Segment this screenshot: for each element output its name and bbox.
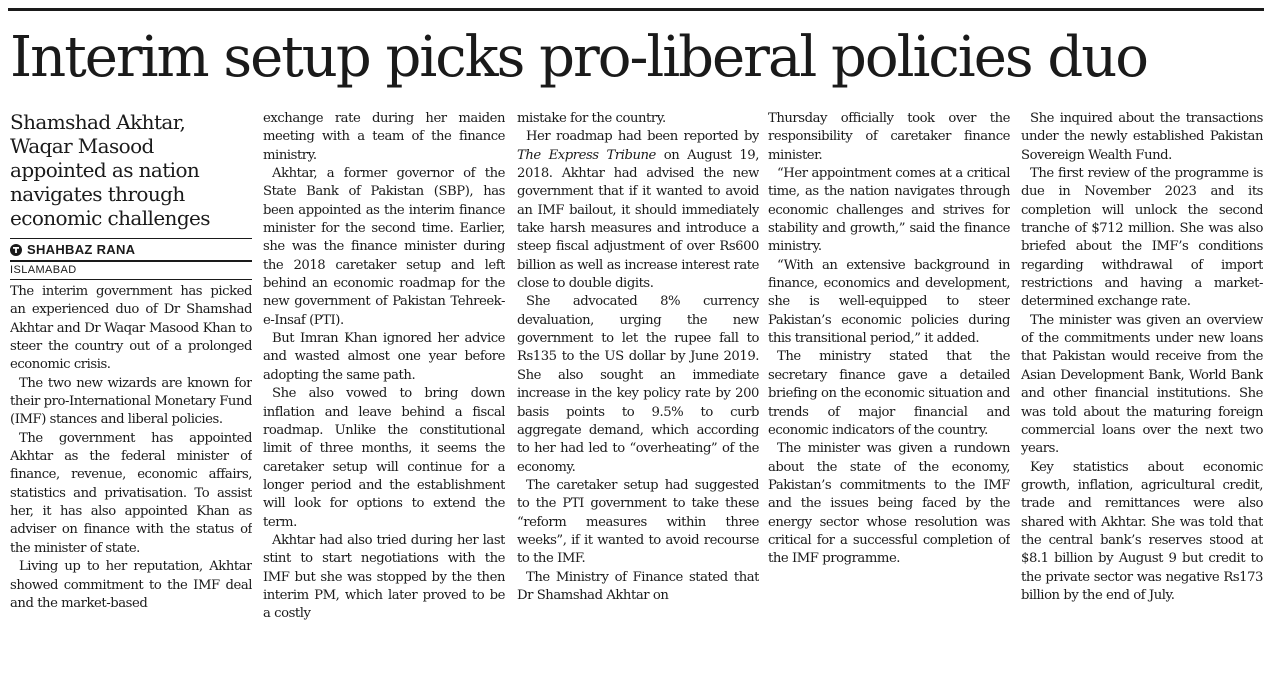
paragraph: She also vowed to bring down inflation and leave behind a fiscal roadmap. Unlike the constitutional limit of three months, it seems the caretaker setup will continue for a longer period and the establishment will look for options to extend the term. [263, 386, 505, 530]
paragraph: Akhtar had also tried during her last stint to start negotiations with the IMF but she was stopped by the then interim PM, which later proved to be a costly [263, 532, 505, 622]
paragraph: Akhtar, a former governor of the State Bank of Pakistan (SBP), has been appointed as the interim finance minister for the second time. Earlier, she was the finance minister during the 2018 caretaker setup and left behind an economic roadmap for the new government of Pakistan Tehreek-e-Insaf (PTI). [263, 166, 505, 328]
article-column-3 [517, 110, 759, 670]
paragraph: The two new wizards are known for their pro-International Monetary Fund (IMF) stances and liberal policies. [10, 375, 252, 428]
paragraph: The caretaker setup had suggested to the PTI government to take these “reform measures within three weeks”, if it wanted to avoid recourse to the IMF. [517, 477, 759, 567]
article-column-1 [10, 110, 252, 670]
headline: Interim setup picks pro-liberal policies duo [10, 25, 1147, 90]
paragraph: The ministry stated that the secretary finance gave a detailed briefing on the economic situation and trends of major financial and economic indicators of the country. [768, 349, 1010, 438]
article-column-5 [1021, 110, 1263, 670]
paragraph: mistake for the country. [517, 111, 666, 126]
paragraph: Her roadmap had been reported by The Express Tribune on August 19, 2018. Akhtar had advised the new government that if it wanted to avoid an IMF bailout, it should immediately take harsh measures and introduce a steep fiscal adjustment of over Rs600 billion as well as increase interest rate close to double digits. [517, 129, 759, 292]
paragraph: The Ministry of Finance stated that Dr Shamshad Akhtar on [517, 569, 759, 603]
paragraph: Key statistics about economic growth, inflation, agricultural credit, trade and remittances were also shared with Akhtar. She was told that the central bank’s reserves stood at $8.1 billion by August 9 but credit to the private sector was negative Rs173 billion by the end of July. [1021, 459, 1263, 603]
paragraph: The first review of the programme is due in November 2023 and its completion will unlock the second tranche of $712 million. She was also briefed about the IMF’s conditions regarding withdrawal of import restrictions and having a market-determined exchange rate. [1021, 166, 1263, 310]
top-rule [8, 8, 1264, 11]
paragraph: The minister was given an overview of the commitments under new loans that Pakistan would receive from the Asian Development Bank, World Bank and other financial institutions. She was told about the maturing foreign commercial loans over the next two years. [1021, 312, 1263, 457]
article-column-4 [768, 110, 1010, 670]
paragraph: She inquired about the transactions under the newly established Pakistan Sovereign Wealth Fund. [1021, 111, 1263, 163]
byline [10, 241, 252, 262]
deck: Shamshad Akhtar, Waqar Masood appointed as nation navigates through economic challenges [10, 110, 252, 239]
paragraph: The minister was given a rundown about the state of the economy, Pakistan’s commitments to the IMF and the issues being faced by the energy sector whose resolution was critical for a successful completion of the IMF programme. [768, 441, 1010, 567]
dateline: ISLAMABAD [10, 262, 252, 280]
byline-author: SHAHBAZ RANA [27, 242, 136, 257]
publication-name: The Express Tribune [517, 147, 656, 163]
paragraph: Living up to her reputation, Akhtar showed commitment to the IMF deal and the market-based [10, 559, 252, 611]
paragraph: “Her appointment comes at a critical time, as the nation navigates through economic challenges and strives for stability and growth,” said the finance ministry. [768, 166, 1010, 255]
paragraph: “With an extensive background in finance, economics and development, she is well-equipped to steer Pakistan’s economic policies during this transitional period,” it added. [768, 257, 1010, 347]
paragraph: She advocated 8% currency devaluation, urging the new government to let the rupee fall to Rs135 to the US dollar by June 2019. She also sought an immediate increase in the key policy rate by 200 basis points to 9.5% to curb aggregate demand, which according to her had led to “overheating” of the economy. [517, 294, 759, 475]
paragraph: The government has appointed Akhtar as the federal minister of finance, revenue, economic affairs, statistics and privatisation. To assist her, it has also appointed Khan as adviser on finance with the status of the minister of state. [10, 430, 252, 556]
newspaper-logo-icon [10, 244, 22, 256]
article-column-2 [263, 110, 505, 670]
paragraph: exchange rate during her maiden meeting with a team of the finance ministry. [263, 111, 505, 163]
paragraph: The interim government has picked an experienced duo of Dr Shamshad Akhtar and Dr Waqar Masood Khan to steer the country out of a prolonged economic crisis. [10, 284, 252, 373]
paragraph: Thursday officially took over the responsibility of caretaker finance minister. [768, 111, 1010, 163]
paragraph: But Imran Khan ignored her advice and wasted almost one year before adopting the same path. [263, 331, 505, 383]
